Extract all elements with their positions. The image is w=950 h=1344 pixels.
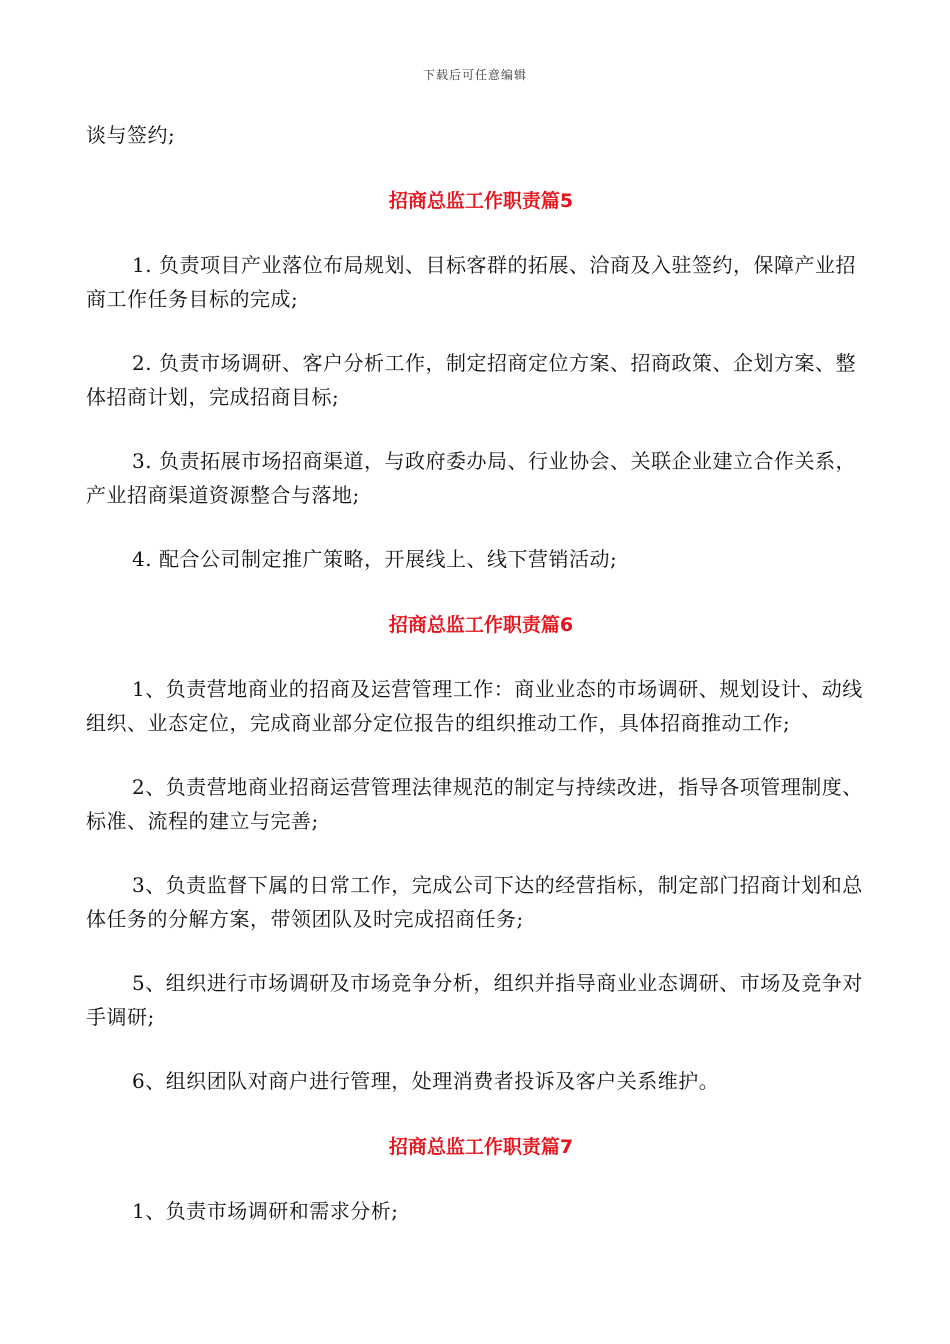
list-item: 5、组织进行市场调研及市场竞争分析，组织并指导商业业态调研、市场及竞争对手调研;: [86, 971, 863, 1029]
list-item: 1. 负责项目产业落位布局规划、目标客群的拓展、洽商及入驻签约，保障产业招商工作任务目标的完成;: [86, 253, 856, 311]
section-title-6: 招商总监工作职责篇6: [388, 614, 574, 636]
list-item: 2、负责营地商业招商运营管理法律规范的制定与持续改进，指导各项管理制度、标准、流程的建立与完善;: [86, 775, 863, 833]
list-item: 3、负责监督下属的日常工作，完成公司下达的经营指标，制定部门招商计划和总体任务的分解方案，带领团队及时完成招商任务;: [86, 873, 863, 931]
list-item: 3. 负责拓展市场招商渠道，与政府委办局、行业协会、关联企业建立合作关系，产业招商渠道资源整合与落地;: [86, 449, 856, 507]
header-note: 下载后可任意编辑: [422, 68, 527, 82]
list-item: 1、负责营地商业的招商及运营管理工作：商业业态的市场调研、规划设计、动线组织、业态定位，完成商业部分定位报告的组织推动工作，具体招商推动工作;: [86, 677, 863, 735]
section-title-5: 招商总监工作职责篇5: [388, 190, 574, 212]
list-item: 1、负责市场调研和需求分析;: [132, 1199, 399, 1223]
list-item: 2. 负责市场调研、客户分析工作，制定招商定位方案、招商政策、企划方案、整体招商计划，完成招商目标;: [86, 351, 856, 409]
section-title-7: 招商总监工作职责篇7: [388, 1136, 574, 1158]
document-body: [86, 118, 876, 1228]
lead-paragraph: 谈与签约;: [86, 123, 176, 147]
list-item: 6、组织团队对商户进行管理，处理消费者投诉及客户关系维护。: [132, 1069, 720, 1093]
list-item: 4. 配合公司制定推广策略，开展线上、线下营销活动;: [132, 547, 618, 571]
